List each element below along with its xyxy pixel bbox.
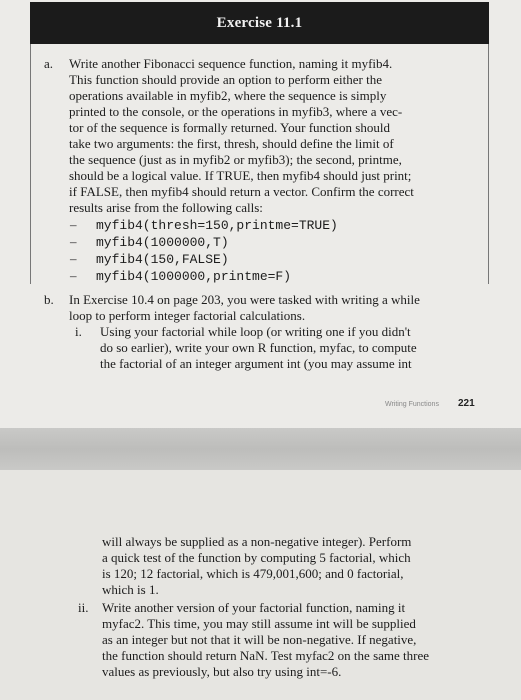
list-dash: – [70,268,77,283]
box-left-rule [30,44,31,284]
part-b-label: b. [44,292,54,307]
item-ii-line: the function should return NaN. Test myfac2 on the same three [102,648,430,663]
part-a-line: take two arguments: the first, thresh, should define the limit of [69,136,394,151]
part-a-line: operations available in myfib2, where the sequence is simply [69,88,387,103]
code-call: myfib4(1000000,printme=F) [96,269,292,284]
part-a-line: tor of the sequence is formally returned. Your function should [69,120,390,135]
list-dash: – [70,217,77,232]
part-b-line: loop to perform integer factorial calculations. [69,308,306,323]
item-i-line: Using your factorial while loop (or writing one if you didn't [100,324,411,339]
code-call: myfib4(1000000,T) [96,235,229,250]
box-right-rule [488,44,489,284]
item-ii-line: Write another version of your factorial function, naming it [102,600,406,615]
part-a-line: Write another Fibonacci sequence function, naming it myfib4. [69,56,393,71]
page-number: 221 [458,398,475,409]
item-i-line: the factorial of an integer argument int (you may assume int [100,356,412,371]
part-a-line: if FALSE, then myfib4 should return a vector. Confirm the correct [69,184,414,199]
part-a-line: This function should provide an option to perform either the [69,72,383,87]
list-dash: – [70,234,77,249]
item-i-label: i. [75,324,82,339]
part-a-label: a. [44,56,54,71]
part-a-line: the sequence (just as in myfib2 or myfib3); the second, printme, [69,152,402,167]
item-ii-line: myfac2. This time, you may still assume int will be supplied [102,616,416,631]
code-call: myfib4(150,FALSE) [96,252,229,267]
continuation-line: is 120; 12 factorial, which is 479,001,600; and 0 factorial, [102,566,404,581]
item-ii-line: as an integer but not that it will be non-negative. If negative, [102,632,417,647]
part-a-line: should be a logical value. If TRUE, then myfib4 should just print; [69,168,412,183]
continuation-line: which is 1. [102,582,159,597]
continuation-line: will always be supplied as a non-negative integer). Perform [102,534,412,549]
page-gap [0,428,521,470]
running-footer: Writing Functions [385,401,439,408]
list-dash: – [70,251,77,266]
exercise-title [30,2,489,44]
exercise-title-text: Exercise 11.1 [216,14,303,31]
part-a-line: results arise from the following calls: [69,200,263,215]
item-i-line: do so earlier), write your own R function, myfac, to compute [100,340,417,355]
item-ii-line: values as previously, but also try using int=-6. [102,664,342,679]
continuation-line: a quick test of the function by computing 5 factorial, which [102,550,411,565]
part-b-line: In Exercise 10.4 on page 203, you were tasked with writing a while [69,292,420,307]
code-call: myfib4(thresh=150,printme=TRUE) [96,218,338,233]
part-a-line: printed to the console, or the operations in myfib3, where a vec- [69,104,403,119]
item-ii-label: ii. [78,600,89,615]
